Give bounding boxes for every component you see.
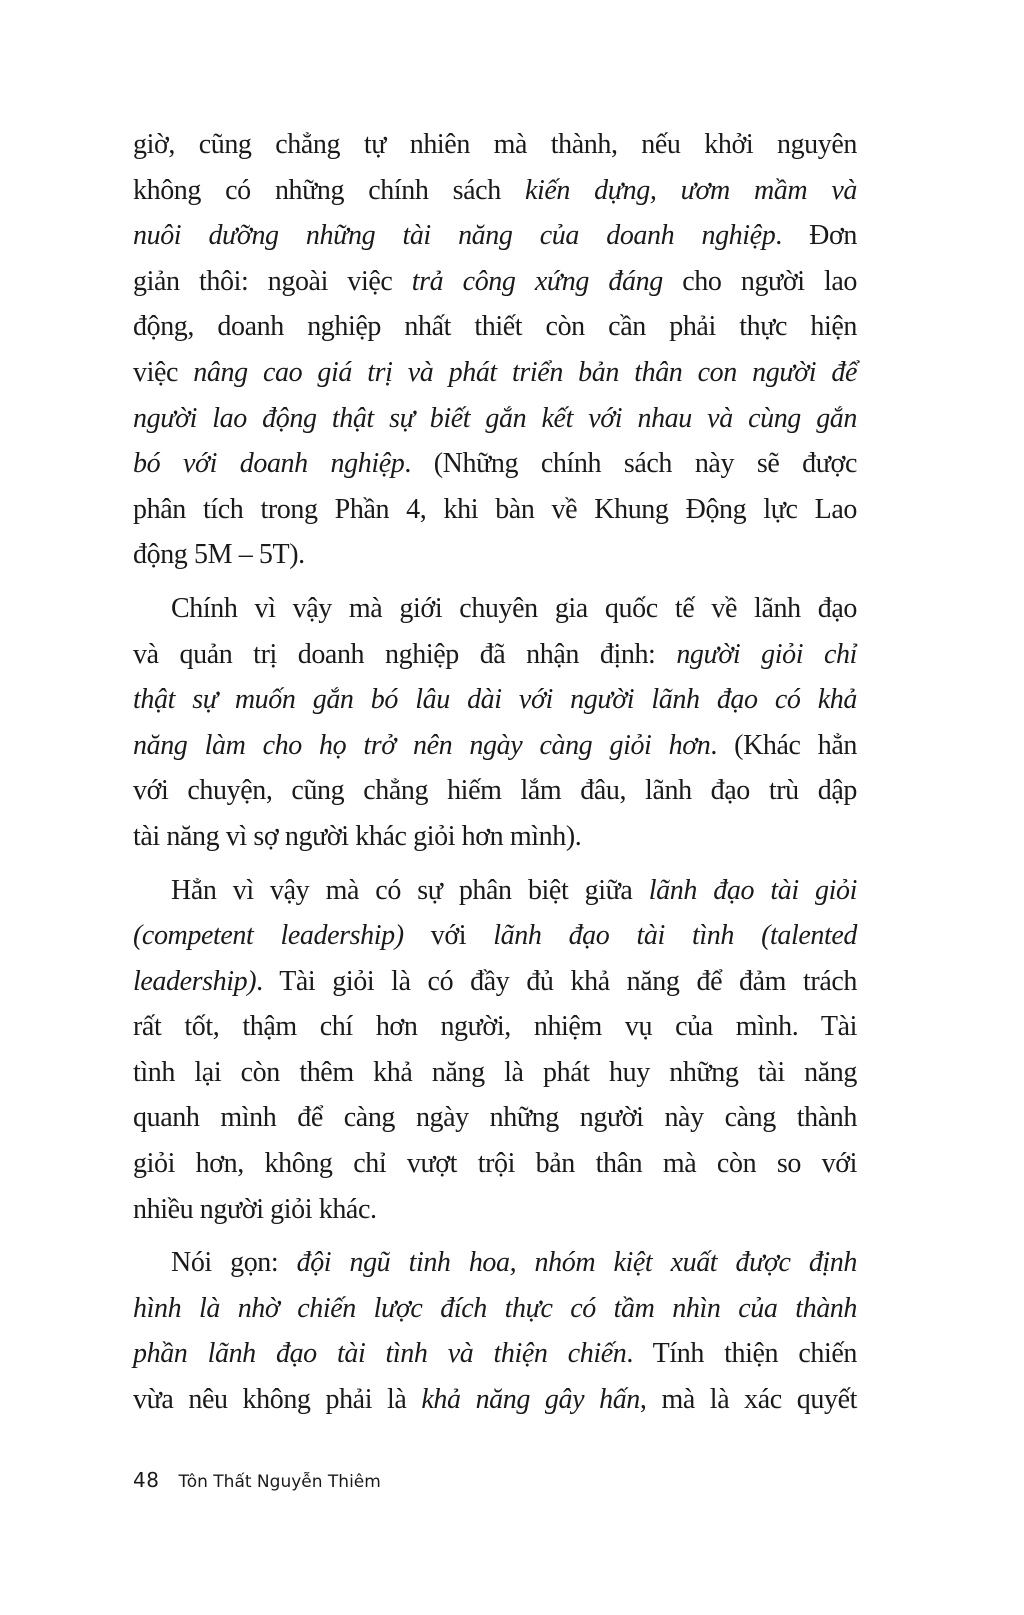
- text-run: và quản trị doanh nghiệp đã nhận định:: [133, 638, 677, 670]
- page-footer: [133, 1468, 381, 1492]
- paragraph: [133, 868, 857, 1233]
- text-line: [133, 1187, 857, 1233]
- italic-text-run: thật sự muốn gắn bó lâu dài với người lãnh đạo có khả: [133, 684, 857, 716]
- text-line: [133, 304, 857, 350]
- text-run: . (Khác hẳn: [710, 729, 857, 761]
- paragraph: [133, 122, 857, 578]
- text-run: với: [403, 920, 494, 952]
- text-line: [133, 396, 857, 442]
- text-run: tình lại còn thêm khả năng là phát huy những tài năng: [133, 1056, 857, 1088]
- book-page-body: [133, 122, 857, 1423]
- italic-text-run: nuôi dưỡng những tài năng của doanh nghiệp: [133, 220, 776, 252]
- italic-text-run: khả năng gây hấn: [421, 1384, 640, 1416]
- text-line: [133, 723, 857, 769]
- text-run: phân tích trong Phần 4, khi bàn về Khung Động lực Lao: [133, 493, 857, 525]
- text-line: [133, 1095, 857, 1141]
- italic-text-run: phần lãnh đạo tài tình và thiện chiến: [133, 1338, 627, 1370]
- italic-text-run: leadership): [133, 965, 257, 997]
- text-line: [133, 677, 857, 723]
- page-number: 48: [133, 1468, 160, 1492]
- text-run: Nói gọn:: [171, 1247, 297, 1279]
- text-run: Hẳn vì vậy mà có sự phân biệt giữa: [171, 874, 649, 906]
- text-run: , mà là xác quyết: [639, 1384, 857, 1416]
- text-run: với chuyện, cũng chẳng hiếm lắm đâu, lãnh đạo trù dập: [133, 775, 857, 807]
- italic-text-run: bó với doanh nghiệp: [133, 448, 405, 480]
- paragraph: [133, 1240, 857, 1422]
- text-line: [133, 1004, 857, 1050]
- italic-text-run: năng làm cho họ trở nên ngày càng giỏi hơn: [133, 729, 711, 761]
- text-run: . Tính thiện chiến: [626, 1338, 857, 1370]
- text-line: [133, 487, 857, 533]
- text-line: [133, 1240, 857, 1286]
- text-line: [133, 768, 857, 814]
- text-run: giản thôi: ngoài việc: [133, 265, 412, 297]
- italic-text-run: trả công xứng đáng: [411, 265, 663, 297]
- text-run: giờ, cũng chẳng tự nhiên mà thành, nếu khởi nguyên: [133, 129, 857, 160]
- text-run: giỏi hơn, không chỉ vượt trội bản thân mà còn so với: [133, 1148, 857, 1180]
- text-line: [133, 913, 857, 959]
- text-line: [133, 1141, 857, 1187]
- text-line: [133, 814, 857, 860]
- italic-text-run: nâng cao giá trị và phát triển bản thân con người để: [193, 356, 857, 388]
- italic-text-run: hình là nhờ chiến lược đích thực có tầm nhìn của thành: [133, 1292, 857, 1324]
- text-run: nhiều người giỏi khác.: [133, 1193, 377, 1225]
- text-line: [133, 213, 857, 259]
- text-run: rất tốt, thậm chí hơn người, nhiệm vụ của mình. Tài: [133, 1011, 857, 1043]
- text-line: [133, 1377, 857, 1423]
- text-line: [133, 441, 857, 487]
- text-run: cho người lao: [662, 265, 858, 297]
- text-run: việc: [133, 356, 194, 388]
- text-line: [133, 168, 857, 214]
- text-line: [133, 532, 857, 578]
- italic-text-run: kiến dựng, ươm mầm và: [524, 174, 857, 206]
- text-run: động 5M – 5T).: [133, 539, 305, 571]
- text-line: [133, 1050, 857, 1096]
- italic-text-run: lãnh đạo tài tình (talented: [493, 920, 857, 952]
- text-run: vừa nêu không phải là: [133, 1384, 422, 1416]
- text-run: không có những chính sách: [133, 174, 525, 206]
- italic-text-run: người giỏi chỉ: [676, 638, 858, 670]
- text-line: [133, 959, 857, 1005]
- paragraph: [133, 586, 857, 860]
- text-line: [133, 259, 857, 305]
- text-line: [133, 868, 857, 914]
- text-run: quanh mình để càng ngày những người này càng thành: [133, 1102, 857, 1134]
- text-run: . (Những chính sách này sẽ được: [404, 448, 857, 480]
- author-name: Tôn Thất Nguyễn Thiêm: [178, 1472, 381, 1492]
- text-line: [133, 1286, 857, 1332]
- text-run: tài năng vì sợ người khác giỏi hơn mình).: [133, 820, 582, 852]
- italic-text-run: đội ngũ tinh hoa, nhóm kiệt xuất được định: [296, 1247, 857, 1279]
- italic-text-run: người lao động thật sự biết gắn kết với nhau và cùng gắn: [133, 402, 857, 434]
- text-run: . Đơn: [775, 220, 857, 252]
- text-line: [133, 1331, 857, 1377]
- text-run: Chính vì vậy mà giới chuyên gia quốc tế về lãnh đạo: [171, 592, 857, 624]
- italic-text-run: lãnh đạo tài giỏi: [648, 874, 857, 906]
- text-run: động, doanh nghiệp nhất thiết còn cần phải thực hiện: [133, 311, 857, 343]
- text-line: [133, 122, 857, 168]
- text-line: [133, 586, 857, 632]
- text-run: . Tài giỏi là có đầy đủ khả năng để đảm trách: [256, 965, 857, 997]
- text-line: [133, 350, 857, 396]
- italic-text-run: (competent leadership): [133, 920, 404, 952]
- text-line: [133, 632, 857, 678]
